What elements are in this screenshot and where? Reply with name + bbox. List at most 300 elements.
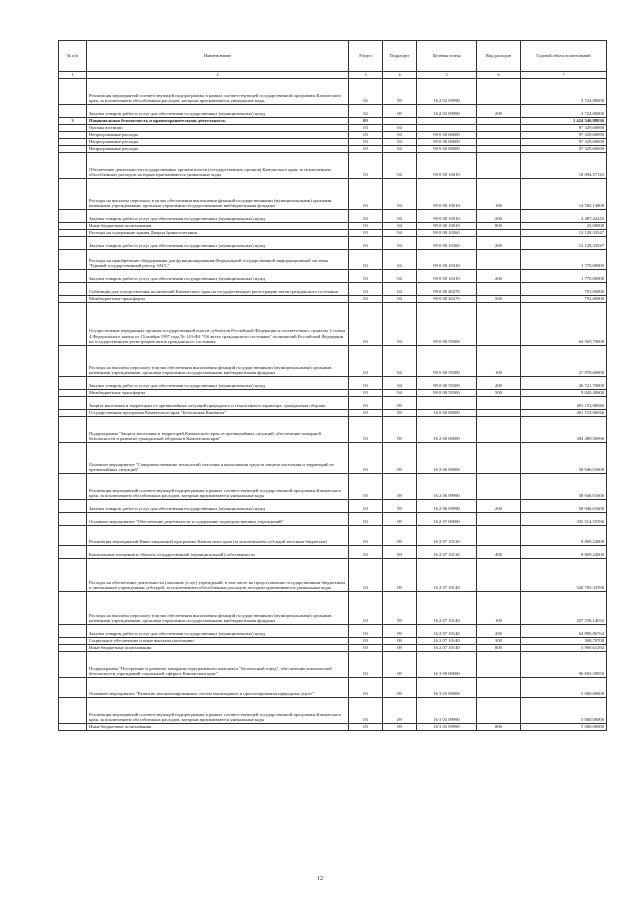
row-name: Иные бюджетные ассигнования	[87, 645, 349, 652]
row-target: 99 0 00 00000	[417, 132, 477, 139]
row-exptype: 500	[477, 296, 521, 303]
row-num	[59, 698, 87, 724]
row-amount: 401 153,96946	[521, 410, 607, 417]
row-section: 03	[349, 474, 383, 500]
row-amount: 791,00000	[521, 283, 607, 296]
row-subsection: 04	[383, 139, 417, 146]
row-exptype: 200	[477, 270, 521, 283]
row-amount: 257 536,14032	[521, 592, 607, 625]
row-name: Расходы на выплаты персоналу в целях обеспечения выполнения функций государственными (муниципальными) органами, казенными учреждениями, органами управления государственными внебюджетными фондами	[87, 346, 349, 377]
row-exptype: 200	[477, 237, 521, 250]
table-row	[59, 250, 607, 270]
row-target: 16 2 02 09990	[417, 79, 477, 105]
table-row	[59, 513, 607, 526]
budget-table-sheet	[58, 40, 606, 731]
row-name: Закупка товаров, работ и услуг для обеспечения государственных (муниципальных) нужд	[87, 500, 349, 513]
row-subsection: 09	[383, 592, 417, 625]
row-section: 03	[349, 724, 383, 731]
table-row	[59, 270, 607, 283]
row-num	[59, 410, 87, 417]
header-name: Наименование	[87, 41, 349, 72]
row-section: 03	[349, 513, 383, 526]
table-row	[59, 474, 607, 500]
row-exptype: 400	[477, 546, 521, 559]
row-target: 16 2 07 10140	[417, 645, 477, 652]
row-target: 16 2 06 00000	[417, 443, 477, 474]
row-subsection: 04	[383, 223, 417, 230]
row-num	[59, 443, 87, 474]
row-exptype	[477, 283, 521, 296]
row-subsection: 09	[383, 559, 417, 592]
row-section: 02	[349, 105, 383, 118]
row-subsection: 09	[383, 546, 417, 559]
row-target: 16 2 02 09990	[417, 105, 477, 118]
row-name: Закупка товаров, работ и услуг для обеспечения государственных (муниципальных) нужд	[87, 270, 349, 283]
table-row	[59, 417, 607, 443]
row-amount: 12 128,33547	[521, 237, 607, 250]
row-target: 16 2 00 00000	[417, 417, 477, 443]
row-section: 03	[349, 346, 383, 377]
row-name: Социальное обеспечение и иные выплаты населению	[87, 638, 349, 645]
row-amount: 1 770,00000	[521, 250, 607, 270]
table-row	[59, 546, 607, 559]
row-amount: 1 424 546,88036	[521, 118, 607, 125]
row-exptype: 800	[477, 724, 521, 731]
row-num	[59, 678, 87, 698]
row-target: 16 2 06 09990	[417, 474, 477, 500]
row-name: Иные бюджетные ассигнования	[87, 223, 349, 230]
table-row	[59, 139, 607, 146]
row-amount: 5 000,00000	[521, 698, 607, 724]
row-name: Расходы на обеспечение деятельности (оказание услуг) учреждений, в том числе на предоставление государственным бюджетным и автономным учреждениям субсидий, за исключением обособленных расходов, которым присваиваются уникальные коды	[87, 559, 349, 592]
row-name: Подпрограмма "Защита населения и территорий Камчатского края от чрезвычайных ситуаций, обеспечение пожарной безопасности и развитие гражданской обороны в Камчатском крае"	[87, 417, 349, 443]
row-subsection: 09	[383, 443, 417, 474]
row-num	[59, 417, 87, 443]
table-row	[59, 652, 607, 678]
row-num	[59, 270, 87, 283]
row-target: 16 2 07 10130	[417, 546, 477, 559]
column-index-row	[59, 72, 607, 79]
row-subsection: 09	[383, 474, 417, 500]
row-num	[59, 132, 87, 139]
row-section: 03	[349, 526, 383, 546]
table-row	[59, 592, 607, 625]
row-num	[59, 79, 87, 105]
row-target: 16 2 07 10140	[417, 559, 477, 592]
row-subsection: 04	[383, 230, 417, 237]
table-row	[59, 146, 607, 153]
row-amount: 64 890,86764	[521, 625, 607, 638]
row-target: 16 2 06 09990	[417, 500, 477, 513]
row-section: 03	[349, 678, 383, 698]
row-section: 02	[349, 79, 383, 105]
row-amount: 64 565,70000	[521, 303, 607, 346]
row-name: Основное мероприятие "Развитие автоматизированных систем мониторинга и прогнозирования природных угроз"	[87, 678, 349, 698]
row-amount: 58 946,01600	[521, 443, 607, 474]
row-subsection: 09	[383, 417, 417, 443]
row-amount: 3 487,42243	[521, 210, 607, 223]
row-section: 03	[349, 559, 383, 592]
budget-table	[58, 40, 607, 731]
row-subsection: 04	[383, 346, 417, 377]
row-subsection: 09	[383, 652, 417, 678]
row-section: 03	[349, 223, 383, 230]
row-subsection: 04	[383, 210, 417, 223]
row-num	[59, 377, 87, 390]
row-name: Основное мероприятие "Совершенствование технологий спасения и выполнения средств защиты населения и территорий от чрезвычайных ситуаций"	[87, 443, 349, 474]
header-target: Целевая статья	[417, 41, 477, 72]
row-target: 16 3 03 09990	[417, 698, 477, 724]
row-target: 99 0 00 40270	[417, 283, 477, 296]
row-exptype: 100	[477, 179, 521, 210]
row-amount: 394 489,56996	[521, 417, 607, 443]
row-amount: 3 724,80000	[521, 105, 607, 118]
row-name: Закупка товаров, работ и услуг для обеспечения государственных (муниципальных) нужд	[87, 105, 349, 118]
row-exptype: 200	[477, 377, 521, 390]
row-subsection: 09	[383, 678, 417, 698]
row-target	[417, 125, 477, 132]
row-amount: 97 329,60690	[521, 125, 607, 132]
row-section: 03	[349, 592, 383, 625]
row-section: 03	[349, 397, 383, 410]
row-target: 99 0 00 10010	[417, 210, 477, 223]
row-num	[59, 559, 87, 592]
row-name: Обеспечение деятельности государственных органов власти (государственных органов) Камчатского края, за исключением обособленных расходов, которым присваиваются уникальные коды	[87, 153, 349, 179]
header-exptype: Вид расходов	[477, 41, 521, 72]
table-row	[59, 638, 607, 645]
row-name: Субвенции для осуществления полномочий Камчатского края на государственную регистрацию актов гражданского состояния	[87, 283, 349, 296]
row-num	[59, 645, 87, 652]
table-row	[59, 346, 607, 377]
row-num	[59, 303, 87, 346]
table-row	[59, 210, 607, 223]
row-name: Защита населения и территории от чрезвычайных ситуаций природного и техногенного характера, гражданская оборона	[87, 397, 349, 410]
row-subsection: 09	[383, 79, 417, 105]
row-exptype	[477, 132, 521, 139]
row-num	[59, 500, 87, 513]
row-num	[59, 153, 87, 179]
row-amount: 5 000,00000	[521, 724, 607, 731]
table-row	[59, 390, 607, 397]
row-subsection: 04	[383, 132, 417, 139]
row-section: 03	[349, 296, 383, 303]
row-target: 99 0 00 00000	[417, 146, 477, 153]
table-row	[59, 410, 607, 417]
row-exptype	[477, 125, 521, 132]
table-row	[59, 698, 607, 724]
row-num	[59, 513, 87, 526]
row-exptype	[477, 474, 521, 500]
row-exptype: 200	[477, 210, 521, 223]
row-exptype	[477, 526, 521, 546]
row-subsection: 09	[383, 724, 417, 731]
row-subsection: 04	[383, 250, 417, 270]
row-amount: 1 770,00000	[521, 270, 607, 283]
row-subsection: 09	[383, 410, 417, 417]
table-row	[59, 79, 607, 105]
table-row	[59, 283, 607, 296]
row-target: 16 2 07 10140	[417, 625, 477, 638]
row-exptype: 200	[477, 625, 521, 638]
row-target: 99 0 00 10010	[417, 223, 477, 230]
row-section: 03	[349, 410, 383, 417]
row-exptype	[477, 118, 521, 125]
row-subsection: 09	[383, 645, 417, 652]
row-section: 03	[349, 645, 383, 652]
row-subsection: 09	[383, 526, 417, 546]
row-num	[59, 397, 87, 410]
table-row	[59, 125, 607, 132]
row-subsection: 04	[383, 237, 417, 250]
row-exptype	[477, 417, 521, 443]
row-target	[417, 397, 477, 410]
row-num	[59, 638, 87, 645]
row-section: 03	[349, 625, 383, 638]
row-num	[59, 474, 87, 500]
row-exptype: 800	[477, 645, 521, 652]
table-row	[59, 230, 607, 237]
row-name: Межбюджетные трансферты	[87, 390, 349, 397]
row-num	[59, 210, 87, 223]
row-num	[59, 139, 87, 146]
row-amount: 791,00000	[521, 296, 607, 303]
col-index: 6	[477, 72, 521, 79]
row-name: Расходы на приобретение оборудования для функционирования Федеральной государственной информационной системы "Единый государственный реестр ЗАГС"	[87, 250, 349, 270]
row-num	[59, 625, 87, 638]
row-target: 16 3 00 00000	[417, 652, 477, 678]
row-name: Непрограммные расходы	[87, 146, 349, 153]
row-exptype	[477, 139, 521, 146]
row-section: 03	[349, 179, 383, 210]
table-row	[59, 303, 607, 346]
row-name: Органы юстиции	[87, 125, 349, 132]
row-exptype	[477, 443, 521, 474]
row-section: 03	[349, 443, 383, 474]
row-exptype	[477, 559, 521, 592]
row-num	[59, 146, 87, 153]
table-row	[59, 223, 607, 230]
table-row	[59, 179, 607, 210]
row-subsection: 09	[383, 513, 417, 526]
row-amount: 14 582,14800	[521, 179, 607, 210]
row-target: 99 0 00 10010	[417, 153, 477, 179]
row-target: 99 0 00 10410	[417, 250, 477, 270]
table-row	[59, 526, 607, 546]
header-amount: Годовой объем ассигнований	[521, 41, 607, 72]
row-amount: 96 693,39950	[521, 652, 607, 678]
row-exptype: 500	[477, 390, 521, 397]
row-exptype	[477, 397, 521, 410]
page-number: 12	[317, 876, 323, 882]
row-subsection: 04	[383, 146, 417, 153]
row-amount: 97 329,60690	[521, 132, 607, 139]
row-subsection: 09	[383, 625, 417, 638]
row-subsection: 04	[383, 390, 417, 397]
row-target: 99 0 00 59300	[417, 390, 477, 397]
row-section: 03	[349, 270, 383, 283]
row-exptype: 100	[477, 346, 521, 377]
row-num	[59, 546, 87, 559]
row-name: Реализация мероприятий соответствующей подпрограммы в рамках соответствующей государственной программы Камчатского края, за исключением обособленных расходов, которым присваиваются уникальные коды	[87, 474, 349, 500]
row-name: Подпрограмма "Построение и развитие аппаратно-программного комплекса "Безопасный город", обеспечение комплексной безопасности учреждений социальной сферы в Камчатском крае"	[87, 652, 349, 678]
table-row	[59, 559, 607, 592]
row-name: Закупка товаров, работ и услуг для обеспечения государственных (муниципальных) нужд	[87, 625, 349, 638]
row-section: 03	[349, 546, 383, 559]
row-num	[59, 724, 87, 731]
row-section: 03	[349, 125, 383, 132]
row-amount: 58 946,01600	[521, 500, 607, 513]
row-target: 16 2 07 00000	[417, 513, 477, 526]
row-amount: 3 969,61292	[521, 645, 607, 652]
table-row	[59, 397, 607, 410]
row-subsection	[383, 118, 417, 125]
table-row	[59, 296, 607, 303]
col-index: 5	[417, 72, 477, 79]
row-exptype	[477, 698, 521, 724]
row-amount: 326 705,33396	[521, 559, 607, 592]
row-section: 03	[349, 698, 383, 724]
row-name: Основное мероприятие "Обеспечение деятельности и содержание подведомственных учреждений"	[87, 513, 349, 526]
row-num	[59, 296, 87, 303]
col-index: 7	[521, 72, 607, 79]
row-amount: 8 809,22000	[521, 546, 607, 559]
row-subsection: 09	[383, 698, 417, 724]
col-index: 2	[87, 72, 349, 79]
row-target: 16 3 03 09990	[417, 724, 477, 731]
row-amount: 335 514,55396	[521, 513, 607, 526]
row-target: 16 0 00 00000	[417, 410, 477, 417]
col-index: 1	[59, 72, 87, 79]
row-amount: 5 000,00000	[521, 678, 607, 698]
row-amount: 308,70708	[521, 638, 607, 645]
row-section: 03	[349, 146, 383, 153]
row-amount: 12 128,33547	[521, 230, 607, 237]
row-section: 03	[349, 230, 383, 237]
table-row	[59, 237, 607, 250]
row-name: Межбюджетные трансферты	[87, 296, 349, 303]
row-section: 03	[349, 153, 383, 179]
row-name: Расходы на выплаты персоналу в целях обеспечения выполнения функций государственными (муниципальными) органами, казенными учреждениями, органами управления государственными внебюджетными фондами	[87, 179, 349, 210]
row-target: 99 0 00 10360	[417, 237, 477, 250]
row-name: Непрограммные расходы	[87, 139, 349, 146]
row-amount: 97 329,60690	[521, 146, 607, 153]
table-row	[59, 118, 607, 125]
row-name: Государственная программа Камчатского края "Безопасная Камчатка"	[87, 410, 349, 417]
table-row	[59, 645, 607, 652]
row-exptype: 200	[477, 500, 521, 513]
row-num	[59, 592, 87, 625]
table-row	[59, 105, 607, 118]
row-exptype	[477, 230, 521, 237]
row-num	[59, 223, 87, 230]
row-subsection: 09	[383, 105, 417, 118]
row-exptype	[477, 513, 521, 526]
row-exptype	[477, 652, 521, 678]
header-section: Раздел	[349, 41, 383, 72]
row-name: Закупка товаров, работ и услуг для обеспечения государственных (муниципальных) нужд	[87, 237, 349, 250]
row-target: 16 2 07 10130	[417, 526, 477, 546]
row-name: Реализация мероприятий Инвестиционной программы Камчатского края (за исключением субсидий местным бюджетам)	[87, 526, 349, 546]
row-amount: 401 153,96946	[521, 397, 607, 410]
row-exptype	[477, 678, 521, 698]
row-name: Закупка товаров, работ и услуг для обеспечения государственных (муниципальных) нужд	[87, 210, 349, 223]
row-num	[59, 346, 87, 377]
row-name: Иные бюджетные ассигнования	[87, 724, 349, 731]
row-section: 03	[349, 250, 383, 270]
row-section: 03	[349, 500, 383, 513]
row-num	[59, 125, 87, 132]
row-num	[59, 105, 87, 118]
row-num	[59, 283, 87, 296]
row-name: Капитальные вложения в объекты государственной (муниципальной) собственности	[87, 546, 349, 559]
row-num: 3	[59, 118, 87, 125]
row-section: 03	[349, 417, 383, 443]
row-target: 99 0 00 10010	[417, 179, 477, 210]
row-section: 03	[349, 283, 383, 296]
row-name: Национальная безопасность и правоохранительная деятельность	[87, 118, 349, 125]
row-target: 16 3 03 00000	[417, 678, 477, 698]
row-section: 03	[349, 132, 383, 139]
row-num	[59, 250, 87, 270]
table-row	[59, 153, 607, 179]
row-target: 99 0 00 59300	[417, 346, 477, 377]
row-exptype: 100	[477, 592, 521, 625]
table-row	[59, 443, 607, 474]
row-target: 16 2 07 10140	[417, 638, 477, 645]
row-section: 03	[349, 303, 383, 346]
table-row	[59, 132, 607, 139]
row-num	[59, 237, 87, 250]
row-subsection: 04	[383, 377, 417, 390]
row-section: 03	[349, 210, 383, 223]
row-subsection: 09	[383, 500, 417, 513]
row-name: Расходы на содержание здания Дворца бракосочетания	[87, 230, 349, 237]
row-amount: 9 845,40000	[521, 390, 607, 397]
col-index: 3	[349, 72, 383, 79]
row-section: 03	[349, 638, 383, 645]
row-exptype: 800	[477, 223, 521, 230]
row-section: 03	[349, 118, 383, 125]
row-section: 03	[349, 652, 383, 678]
header-num: № п/п	[59, 41, 87, 72]
table-row	[59, 377, 607, 390]
header-row	[59, 41, 607, 72]
table-row	[59, 500, 607, 513]
row-exptype	[477, 410, 521, 417]
row-subsection: 09	[383, 397, 417, 410]
row-subsection: 09	[383, 638, 417, 645]
row-target: 99 0 00 59300	[417, 303, 477, 346]
row-subsection: 04	[383, 270, 417, 283]
row-num	[59, 390, 87, 397]
row-target: 16 2 07 10140	[417, 592, 477, 625]
row-section: 03	[349, 139, 383, 146]
row-exptype	[477, 146, 521, 153]
col-index: 4	[383, 72, 417, 79]
row-exptype	[477, 250, 521, 270]
row-amount: 26 721,70000	[521, 377, 607, 390]
table-row	[59, 625, 607, 638]
row-target: 99 0 00 00000	[417, 139, 477, 146]
row-section: 03	[349, 390, 383, 397]
row-subsection: 04	[383, 296, 417, 303]
row-name: Реализация мероприятий соответствующей подпрограммы в рамках соответствующей государственной программы Камчатского края, за исключением обособленных расходов, которым присваиваются уникальные коды	[87, 698, 349, 724]
row-exptype: 300	[477, 638, 521, 645]
row-target: 99 0 00 10360	[417, 230, 477, 237]
row-amount: 3 724,80000	[521, 79, 607, 105]
row-target: 99 0 00 40270	[417, 296, 477, 303]
row-section: 03	[349, 377, 383, 390]
